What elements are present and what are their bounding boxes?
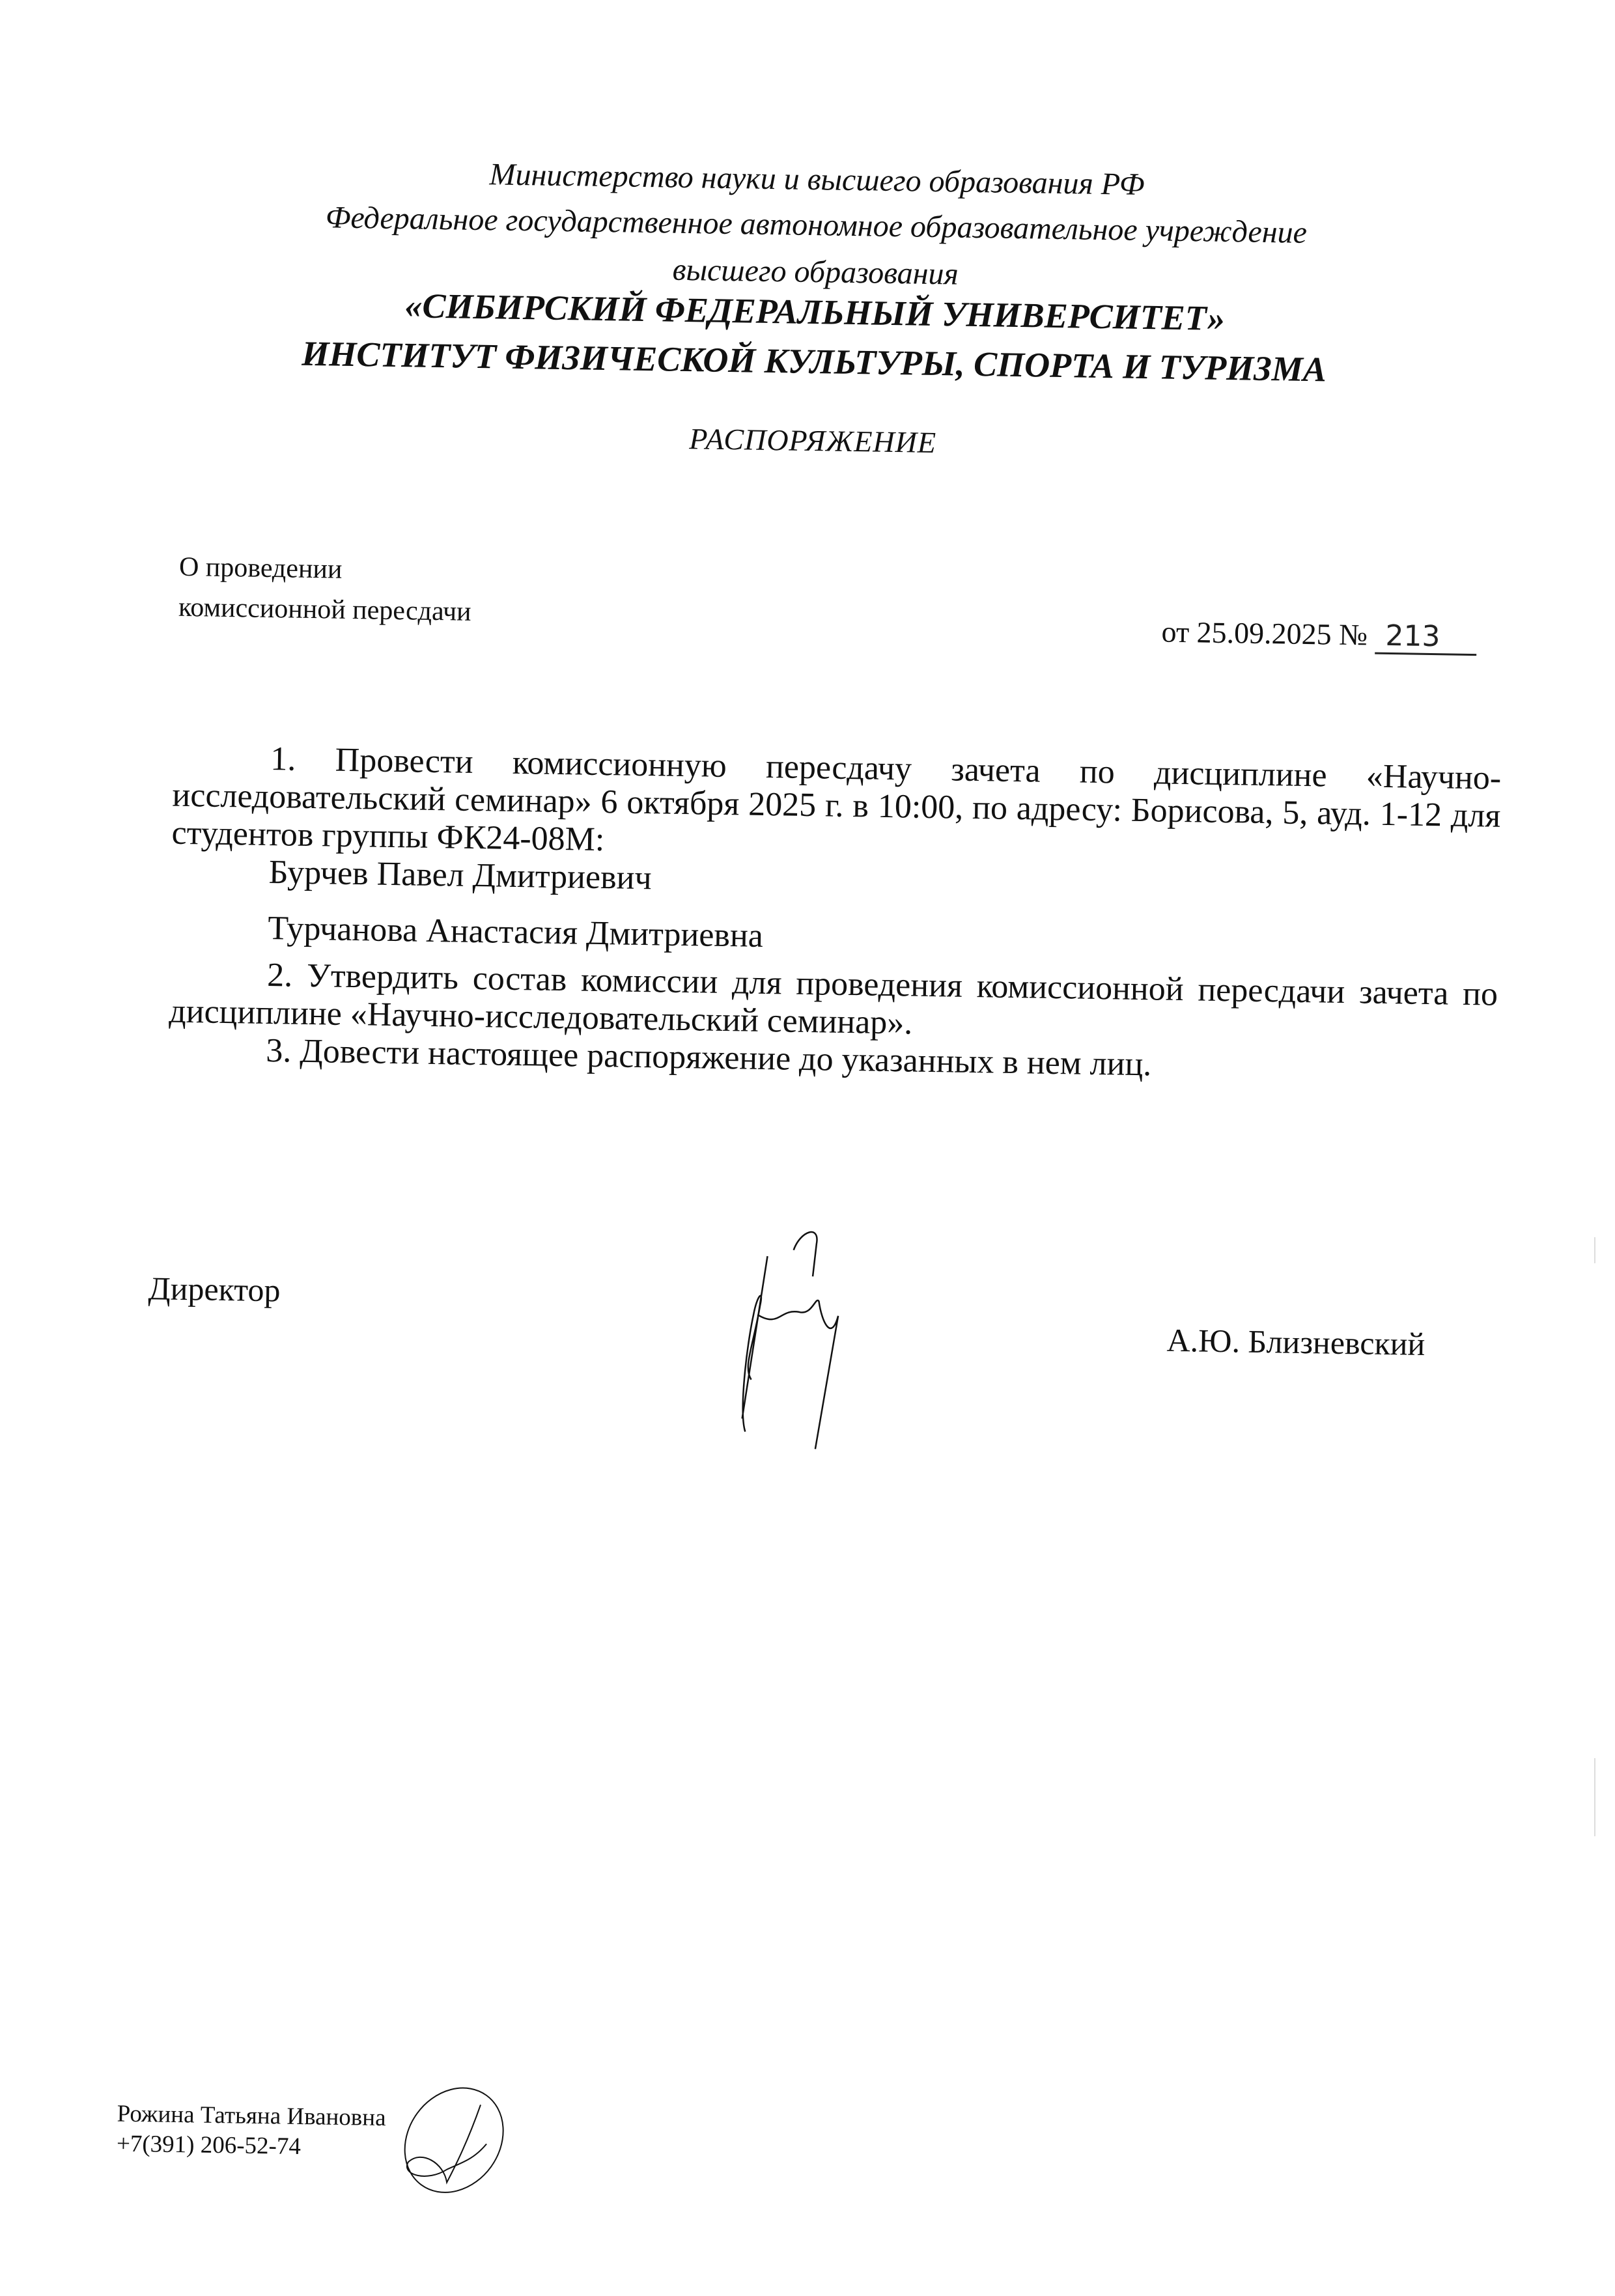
executor-phone: +7(391) 206-52-74: [116, 2130, 302, 2161]
scan-artifact: [1594, 1237, 1595, 1263]
executor-info: [117, 2099, 386, 2163]
institution-level-line: высшего образования: [672, 252, 959, 292]
document-subject: [178, 547, 472, 632]
subject-line-2: комиссионной пересдачи: [178, 592, 471, 627]
institute-name: ИНСТИТУТ ФИЗИЧЕСКОЙ КУЛЬТУРЫ, СПОРТА И ТУРИЗМА: [301, 333, 1327, 389]
signatory-position: Директор: [148, 1270, 281, 1309]
document-body: [168, 739, 1502, 1089]
ministry-line: Министерство науки и высшего образования РФ: [489, 157, 1145, 203]
executor-name: Рожина Татьяна Ивановна: [117, 2100, 386, 2132]
document-type-title: РАСПОРЯЖЕНИЕ: [689, 422, 937, 460]
subject-line-1: О проведении: [178, 552, 343, 585]
institution-type-line: Федеральное государственное автономное образовательное учреждение: [325, 200, 1308, 250]
document-date: от 25.09.2025 №: [1161, 615, 1368, 652]
date-number-line: [1161, 615, 1477, 656]
scan-artifact: [1594, 1758, 1595, 1836]
director-signature: [680, 1216, 905, 1453]
item-1: 1. Провести комиссионную пересдачу зачета по дисциплине «Научно-исследовательский семинар» 6 октября 2025 г. в 10:00, по адресу: Борисова, 5, ауд. 1-12 для студентов группы ФК24-08М:: [171, 740, 1502, 859]
signatory-name: А.Ю. Близневский: [1166, 1321, 1425, 1362]
university-name: «СИБИРСКИЙ ФЕДЕРАЛЬНЫЙ УНИВЕРСИТЕТ»: [404, 286, 1226, 338]
item-2: 2. Утвердить состав комиссии для проведения комиссионной пересдачи зачета по дисциплине «Научно-исследовательский семинар».: [168, 957, 1498, 1042]
executor-initials-signature: [382, 2084, 514, 2203]
student-name: Бурчев Павел Дмитриевич: [268, 854, 653, 897]
student-name: Турчанова Анастасия Дмитриевна: [267, 910, 764, 955]
document-number-handwritten: 213: [1375, 619, 1477, 656]
item-3: 3. Довести настоящее распоряжение до указанных в нем лиц.: [265, 1031, 1152, 1084]
